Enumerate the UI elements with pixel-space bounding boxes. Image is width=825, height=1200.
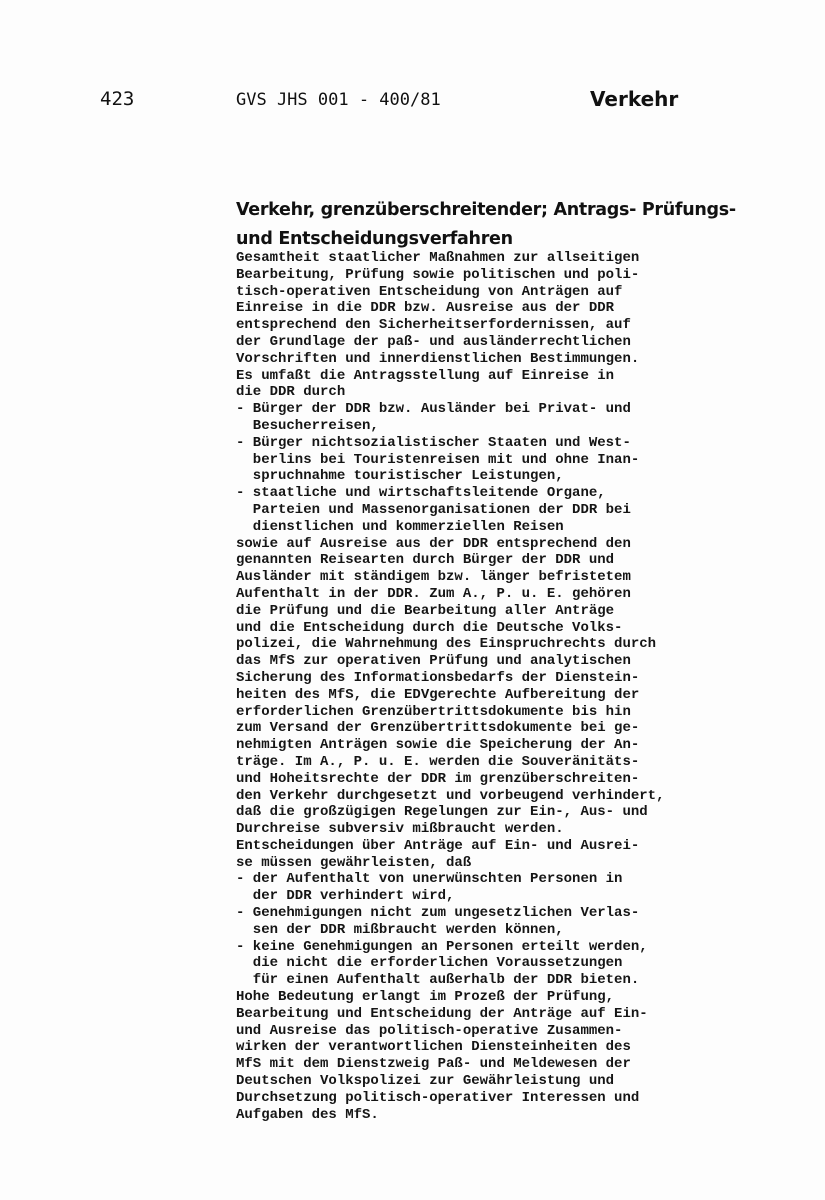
bullet-line: - der Aufenthalt von unerwünschten Personen in <box>236 871 623 888</box>
body-line: daß die großzügigen Regelungen zur Ein-, Aus- und <box>236 804 648 821</box>
body-line: polizei, die Wahrnehmung des Einspruchrechts durch <box>236 636 657 653</box>
body-line: Hohe Bedeutung erlangt im Prozeß der Prüfung, <box>236 989 615 1006</box>
body-line: Bearbeitung und Entscheidung der Anträge auf Ein- <box>236 1005 648 1022</box>
entry-title-line: und Entscheidungsverfahren <box>236 229 513 249</box>
body-line: das MfS zur operativen Prüfung und analytischen <box>236 653 631 670</box>
body-line: se müssen gewährleisten, daß <box>236 854 472 871</box>
body-line: Bearbeitung, Prüfung sowie politischen und poli- <box>236 266 640 283</box>
body-line: Gesamtheit staatlicher Maßnahmen zur allseitigen <box>236 250 640 266</box>
bullet-line: Parteien und Massenorganisationen der DDR bei <box>236 501 631 518</box>
body-line: entsprechend den Sicherheitserfordernissen, auf <box>236 317 631 334</box>
body-line: erforderlichen Grenzübertrittsdokumente bis hin <box>236 703 631 720</box>
document-reference: GVS JHS 001 - 400/81 <box>236 90 441 110</box>
page-number: 423 <box>100 88 135 110</box>
body-line: Vorschriften und innerdienstlichen Bestimmungen. <box>236 350 640 367</box>
body-line: Es umfaßt die Antragsstellung auf Einreise in <box>236 367 615 384</box>
body-line: und Hoheitsrechte der DDR im grenzüberschreiten- <box>236 770 640 787</box>
body-line: heiten des MfS, die EDVgerechte Aufbereitung der <box>236 686 640 703</box>
body-line: nehmigten Anträgen sowie die Speicherung der An- <box>236 737 640 754</box>
bullet-line: Besucherreisen, <box>236 417 379 434</box>
body-line: Entscheidungen über Anträge auf Ein- und Ausrei- <box>236 837 640 854</box>
body-line: Durchreise subversiv mißbraucht werden. <box>236 821 564 838</box>
body-line: zum Versand der Grenzübertrittsdokumente bei ge- <box>236 720 640 737</box>
bullet-line: - Bürger nichtsozialistischer Staaten und West- <box>236 434 631 451</box>
bullet-line: - Bürger der DDR bzw. Ausländer bei Privat- und <box>236 401 631 418</box>
body-line: Aufenthalt in der DDR. Zum A., P. u. E. gehören <box>236 585 631 602</box>
section-category: Verkehr <box>590 87 679 111</box>
body-line: wirken der verantwortlichen Diensteinheiten des <box>236 1039 631 1056</box>
body-line: Sicherung des Informationsbedarfs der Dienstein- <box>236 669 640 686</box>
body-line: Durchsetzung politisch-operativer Interessen und <box>236 1089 640 1106</box>
body-line: Aufgaben des MfS. <box>236 1106 379 1123</box>
body-line: die Prüfung und die Bearbeitung aller Anträge <box>236 602 615 619</box>
body-line: der Grundlage der paß- und ausländerrechtlichen <box>236 333 631 350</box>
bullet-line: der DDR verhindert wird, <box>236 888 455 905</box>
entry-title-line: Verkehr, grenzüberschreitender; Antrags- Prüfungs- <box>236 200 736 220</box>
body-line: und die Entscheidung durch die Deutsche Volks- <box>236 619 623 636</box>
bullet-line: - Genehmigungen nicht zum ungesetzlichen Verlas- <box>236 905 640 922</box>
entry-body <box>236 250 746 1123</box>
body-line: genannten Reisearten durch Bürger der DDR und <box>236 552 615 569</box>
bullet-line: die nicht die erforderlichen Voraussetzungen <box>236 955 623 972</box>
body-line: und Ausreise das politisch-operative Zusammen- <box>236 1022 623 1039</box>
body-line: die DDR durch <box>236 384 346 401</box>
entry-title <box>236 196 756 254</box>
body-line: sowie auf Ausreise aus der DDR entsprechend den <box>236 535 631 552</box>
body-line: den Verkehr durchgesetzt und vorbeugend verhindert, <box>236 787 665 804</box>
body-line: tisch-operativen Entscheidung von Anträgen auf <box>236 283 623 300</box>
body-line: träge. Im A., P. u. E. werden die Souveränitäts- <box>236 753 640 770</box>
body-line: MfS mit dem Dienstzweig Paß- und Meldewesen der <box>236 1056 631 1073</box>
bullet-line: - keine Genehmigungen an Personen erteilt werden, <box>236 938 648 955</box>
bullet-line: spruchnahme touristischer Leistungen, <box>236 468 564 485</box>
bullet-line: sen der DDR mißbraucht werden können, <box>236 921 564 938</box>
body-line: Einreise in die DDR bzw. Ausreise aus der DDR <box>236 300 615 317</box>
bullet-line: für einen Aufenthalt außerhalb der DDR bieten. <box>236 972 640 989</box>
bullet-line: berlins bei Touristenreisen mit und ohne Inan- <box>236 451 640 468</box>
body-line: Deutschen Volkspolizei zur Gewährleistung und <box>236 1073 615 1090</box>
bullet-line: dienstlichen und kommerziellen Reisen <box>236 518 564 535</box>
bullet-line: - staatliche und wirtschaftsleitende Organe, <box>236 485 606 502</box>
body-line: Ausländer mit ständigem bzw. länger befristetem <box>236 569 631 586</box>
